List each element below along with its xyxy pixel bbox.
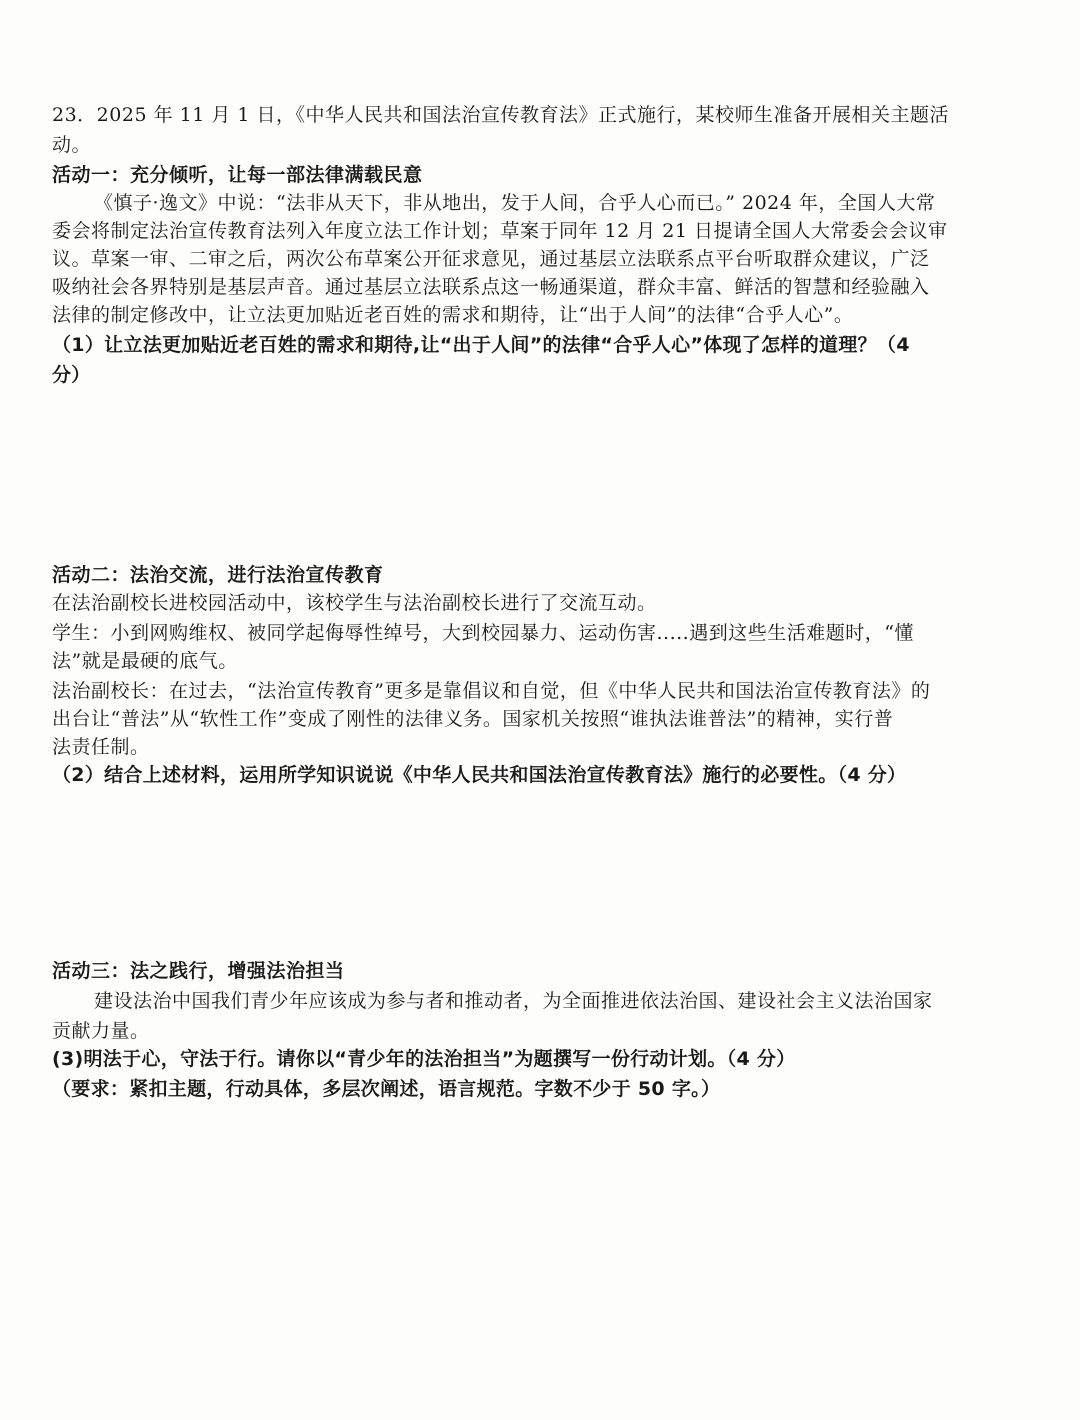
activity1-material-line-4: 吸纳社会各界特别是基层声音。通过基层立法联系点这一畅通渠道，群众丰富、鲜活的智慧和经验融入 bbox=[52, 276, 930, 298]
question-3-line-1: (3)明法于心，守法于行。请你以“青少年的法治担当”为题撰写一份行动计划。（4 分） bbox=[52, 1048, 796, 1070]
activity1-material-line-5: 法律的制定修改中，让立法更加贴近老百姓的需求和期待，让“出于人间”的法律“合乎人心”。 bbox=[52, 304, 854, 326]
question-1-line-1: （1）让立法更加贴近老百姓的需求和期待,让“出于人间”的法律“合乎人心”体现了怎样的道理？（4 bbox=[52, 334, 910, 356]
activity2-material-line-6: 法责任制。 bbox=[52, 736, 150, 758]
activity1-material-line-1: 《慎子·逸文》中说：“法非从天下，非从地出，发于人间，合乎人心而已。” 2024 年，全国人大常 bbox=[94, 192, 936, 214]
activity3-title: 活动三：法之践行，增强法治担当 bbox=[52, 960, 345, 982]
question-2-line-1: （2）结合上述材料，运用所学知识说说《中华人民共和国法治宣传教育法》施行的必要性。（4 分） bbox=[52, 764, 907, 786]
activity2-material-line-5: 出台让“普法”从“软性工作”变成了刚性的法律义务。国家机关按照“谁执法谁普法”的精神，实行普 bbox=[52, 708, 894, 730]
activity2-material-line-4: 法治副校长：在过去，“法治宣传教育”更多是靠倡议和自觉，但《中华人民共和国法治宣传教育法》的 bbox=[52, 680, 931, 702]
activity2-material-line-2: 学生：小到网购维权、被同学起侮辱性绰号，大到校园暴力、运动伤害.....遇到这些生活难题时，“懂 bbox=[52, 622, 914, 644]
activity1-material-line-3: 议。草案一审、二审之后，两次公布草案公开征求意见，通过基层立法联系点平台听取群众建议，广泛 bbox=[52, 248, 930, 270]
activity3-material-line-2: 贡献力量。 bbox=[52, 1020, 150, 1042]
question-intro-line-2: 动。 bbox=[52, 134, 92, 156]
question-3-line-2: （要求：紧扣主题，行动具体，多层次阐述，语言规范。字数不少于 50 字。） bbox=[52, 1078, 721, 1100]
activity1-material-line-2: 委会将制定法治宣传教育法列入年度立法工作计划；草案于同年 12 月 21 日提请全国人大常委会会议审 bbox=[52, 220, 948, 242]
activity2-title: 活动二：法治交流，进行法治宣传教育 bbox=[52, 564, 384, 586]
question-intro-line-1: 23．2025 年 11 月 1 日，《中华人民共和国法治宣传教育法》正式施行，某校师生准备开展相关主题活 bbox=[52, 104, 949, 126]
activity2-material-line-3: 法”就是最硬的底气。 bbox=[52, 650, 238, 672]
activity2-material-line-1: 在法治副校长进校园活动中，该校学生与法治副校长进行了交流互动。 bbox=[52, 592, 657, 614]
activity3-material-line-1: 建设法治中国我们青少年应该成为参与者和推动者，为全面推进依法治国、建设社会主义法治国家 bbox=[94, 990, 933, 1012]
activity1-title: 活动一：充分倾听，让每一部法律满载民意 bbox=[52, 164, 423, 186]
question-1-line-2: 分） bbox=[52, 364, 91, 386]
